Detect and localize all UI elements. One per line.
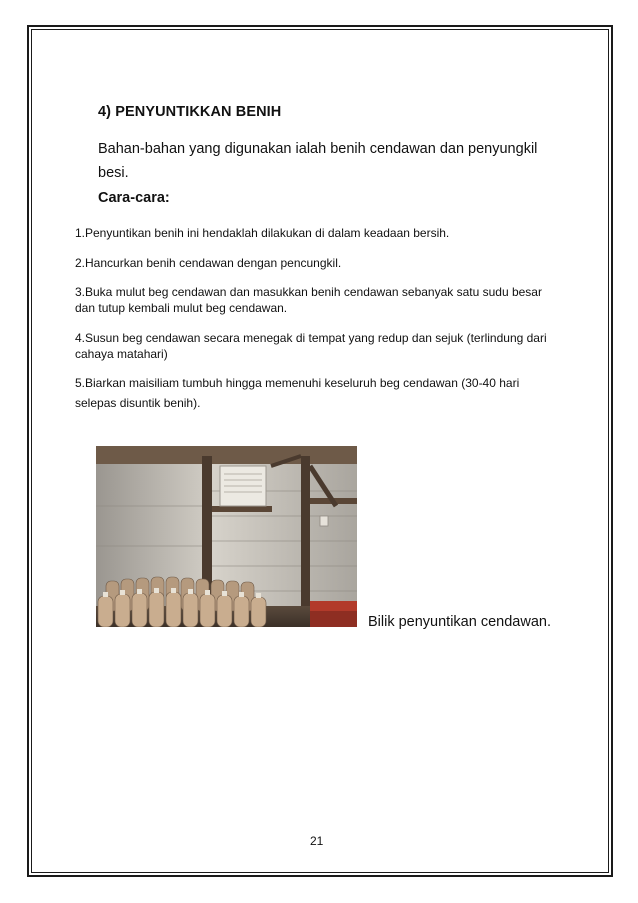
intro-paragraph: Bahan-bahan yang digunakan ialah benih cendawan dan penyungkil besi. (98, 141, 538, 181)
step-item: 3.Buka mulut beg cendawan dan masukkan benih cendawan sebanyak satu sudu besar dan tutup kembali mulut beg cendawan. (75, 285, 542, 315)
inoculation-room-photo (96, 446, 357, 627)
step-item: 1.Penyuntikan benih ini hendaklah dilakukan di dalam keadaan bersih. (75, 226, 450, 240)
figure-caption: Bilik penyuntikan cendawan. (368, 614, 551, 630)
section-heading: 4) PENYUNTIKKAN BENIH (98, 104, 282, 120)
steps-subheading: Cara-cara: (98, 190, 170, 206)
step-item: 4.Susun beg cendawan secara menegak di tempat yang redup dan sejuk (terlindung dari cahaya matahari) (75, 331, 547, 361)
page-number: 21 (310, 834, 324, 848)
step-item: 2.Hancurkan benih cendawan dengan pencungkil. (75, 256, 342, 270)
step-item: 5.Biarkan maisiliam tumbuh hingga memenuhi keseluruh beg cendawan (30-40 hari selepas disuntik benih). (75, 376, 520, 410)
